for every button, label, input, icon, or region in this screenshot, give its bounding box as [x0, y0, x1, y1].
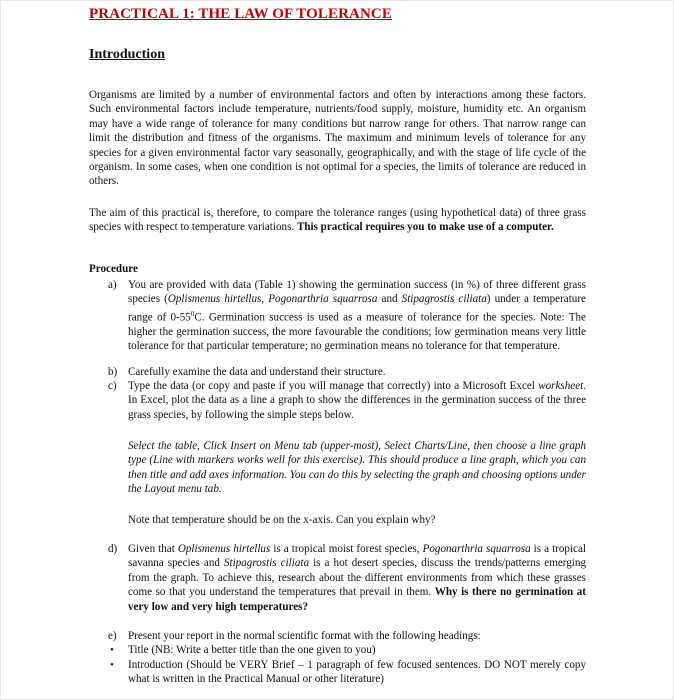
procedure-step-a — [108, 278, 586, 354]
aim-text: The aim of this practical is, therefore, to compare the tolerance ranges (using hypothetical data) of three grass species with respect to temperature variations. — [89, 207, 586, 234]
worksheet-term: worksheet — [538, 380, 584, 392]
step-marker: c) — [108, 380, 117, 392]
procedure-label: Procedure — [89, 263, 138, 275]
step-bold-question: Why is there no germination at very low and very high temperatures? — [128, 586, 586, 613]
species-name: Oplismenus hirtellus — [167, 293, 262, 306]
bullet-item-introduction — [108, 658, 586, 687]
procedure-step-b — [108, 365, 586, 379]
aim-bold-text: This practical requires you to make use of a computer — [296, 221, 551, 234]
practical-title: PRACTICAL 1: THE LAW OF TOLERANCE — [89, 6, 392, 22]
excel-instructions: Select the table, Click Insert on Menu tab (upper-most), Select Charts/Line, then choose a line graph type (Line with markers works well for this exercise). This should produce a line graph, which you can then title and add axes information. You can do this by selecting the graph and choosing options under the Layout menu tab. — [128, 440, 586, 496]
bullet-text: Introduction (Should be VERY Brief – 1 paragraph of few focused sentences. DO NOT merely copy what is written in the Practical Manual or other literature) — [128, 659, 586, 686]
step-text-part: and — [377, 293, 402, 306]
step-marker: a) — [108, 279, 117, 291]
step-text — [128, 278, 586, 354]
step-text-part: You are provided with data (Table 1) showing the germination success (in %) of three different grass species ( — [128, 279, 586, 306]
bullet-text: Title (NB: Write a better title than the one given to you) — [128, 644, 376, 656]
step-marker: e) — [108, 630, 117, 642]
procedure-step-c — [108, 379, 586, 422]
procedure-step-d — [108, 542, 586, 614]
step-marker: d) — [108, 543, 118, 555]
step-marker: b) — [108, 366, 118, 378]
bullet-item-title — [108, 643, 586, 657]
species-name: Stipagrostis ciliata — [223, 557, 309, 570]
procedure-step-e — [108, 629, 586, 643]
step-text-part: is a tropical savanna species and — [128, 543, 586, 570]
introduction-heading: Introduction — [89, 47, 165, 62]
species-name: Pogonarthria squarrosa — [422, 543, 531, 555]
species-name: Pogonarthria squarrosa — [268, 293, 378, 306]
step-text-part: Given that — [128, 543, 178, 555]
bullet-icon: • — [110, 659, 114, 671]
step-text-part: is a hot desert species, discuss the trends/patterns emerging from the graph. To achieve this, research about the different environments from which these grasses come so that you understand the temperatures that prevail in them. — [128, 557, 586, 599]
step-text — [128, 379, 586, 422]
step-text-part: ) under a temperature range of 0-55 — [128, 293, 586, 324]
degree-superscript: 0 — [190, 309, 195, 318]
step-text — [128, 542, 586, 614]
species-name: Oplismenus hirtellus — [177, 543, 271, 555]
aim-paragraph — [89, 206, 586, 235]
step-text-part: Type the data (or copy and paste if you will manage that correctly) into a Microsoft Excel — [128, 380, 539, 392]
step-text: Present your report in the normal scientific format with the following headings: — [128, 630, 481, 642]
intro-paragraph: Organisms are limited by a number of environmental factors and often by interactions among these factors. Such environmental factors include temperature, nutrients/food supply, moisture, humidity etc. An organism may have a wide range of tolerance for many conditions but narrow range for others. That narrow range can limit the distribution and fitness of the organisms. The maximum and minimum levels of tolerance for any species for a given environmental factor vary seasonally, geographically, and with the stage of life cycle of the organism. In some cases, when one condition is not optimal for a species, the limits of tolerance are reduced in others. — [89, 89, 586, 188]
aim-end: . — [550, 221, 554, 234]
step-text-part: C. Germination success is used as a measure of tolerance for the species. Note: The higher the germination success, the more favourable the conditions; low germination means very little tolerance for that particular temperature; no germination means no tolerance for that temperature. — [128, 311, 586, 353]
species-name: Stipagrostis ciliata — [401, 293, 487, 306]
step-text-part: , — [261, 293, 269, 306]
step-text-part: . In Excel, plot the data as a line a graph to show the differences in the germination success of the three grass species, by following the simple steps below. — [128, 380, 586, 421]
axis-note: Note that temperature should be on the x-axis. Can you explain why? — [128, 514, 436, 526]
step-text: Carefully examine the data and understand their structure. — [128, 366, 386, 378]
bullet-icon: • — [110, 644, 114, 656]
step-text-part: is a tropical moist forest species, — [270, 543, 423, 555]
